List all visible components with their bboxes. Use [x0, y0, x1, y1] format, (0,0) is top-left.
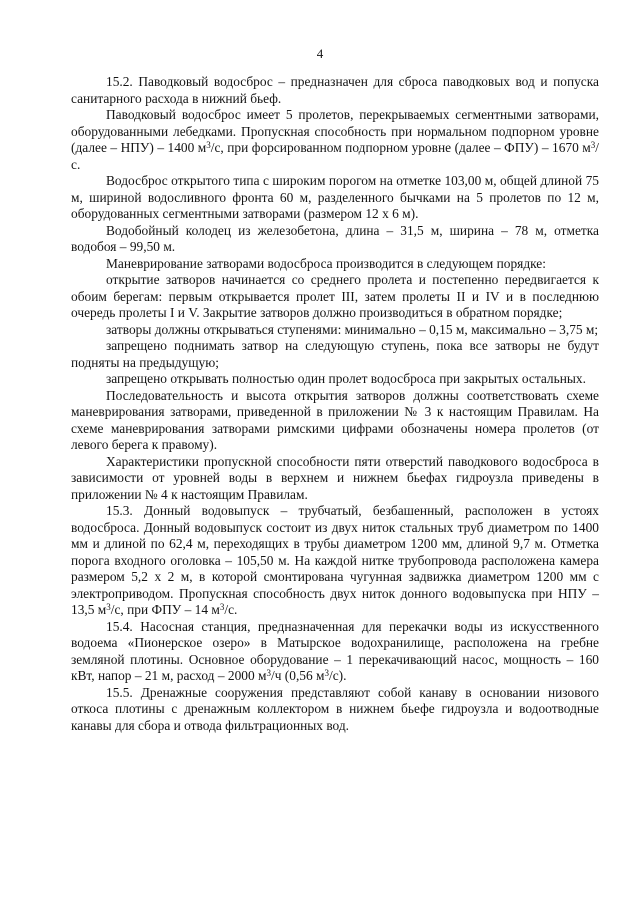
paragraph-spillway-type: Водосброс открытого типа с широким порогом на отметке 103,00 м, общей длиной 75 м, шириной водосливного фронта 60 м, разделенного бычками на 5 пролетов по 12 м, оборудованных сегментными затворами (размером 12 х 6 м). — [71, 173, 599, 221]
text-fragment: /с. — [224, 602, 238, 617]
page-number: 4 — [316, 46, 324, 61]
text-fragment: Паводковый водосброс имеет 5 пролетов, перекрываемых сегментными затворами, оборудованными лебедками. Пропускная способность при нормальном подпорном уровне (далее – НПУ) – 1400 м — [71, 107, 599, 155]
superscript: 3 — [106, 602, 111, 612]
document-body — [71, 74, 599, 734]
paragraph-15-5: 15.5. Дренажные сооружения представляют собой канаву в основании низового откоса плотины с дренажным коллектором в нижнем бьефе гидроузла и водоотводные канавы для сбора и отвода фильтрационных вод. — [71, 684, 599, 733]
text-fragment: /с). — [329, 668, 347, 683]
text-fragment: /с, при форсированном подпорном уровне (далее – ФПУ) – 1670 м — [210, 140, 591, 155]
paragraph-spillway-capacity — [71, 107, 599, 173]
paragraph-gate-operation: Маневрирование затворами водосброса производится в следующем порядке: — [106, 255, 546, 271]
paragraph-stilling-basin: Водобойный колодец из железобетона, длина – 31,5 м, ширина – 78 м, отметка водобоя – 99,50 м. — [71, 222, 599, 254]
paragraph-gate-full-open-rule: запрещено открывать полностью один пролет водосброса при закрытых остальных. — [106, 371, 586, 386]
superscript: 3 — [206, 140, 211, 150]
paragraph-gate-steps: затворы должны открываться ступенями: минимально – 0,15 м, максимально – 3,75 м; — [106, 321, 599, 337]
superscript: 3 — [590, 140, 596, 150]
paragraph-gate-opening-order: открытие затворов начинается со среднего пролета и постепенно передвигается к обоим берегам: первым открывается пролет III, затем пролеты II и IV и в последнюю очередь пролеты I и V. Закрытие затворов должно производиться в обратном порядке; — [71, 272, 599, 320]
text-fragment: /с. — [71, 140, 599, 172]
paragraph-capacity-characteristics: Характеристики пропускной способности пяти отверстий паводкового водосброса в зависимости от уровней воды в верхнем и нижнем бьефах гидроузла приведены в приложении № 4 к настоящим Правилам. — [71, 453, 599, 502]
text-fragment: /ч (0,56 м — [270, 668, 325, 683]
paragraph-gate-raise-rule: запрещено поднимать затвор на следующую ступень, пока все затворы не будут подняты на предыдущую; — [71, 338, 599, 370]
superscript: 3 — [219, 602, 225, 612]
paragraph-15-3 — [71, 503, 599, 619]
paragraph-gate-scheme: Последовательность и высота открытия затворов должны соответствовать схеме маневрирования затворами, приведенной в приложении № 3 к настоящим Правилам. На схеме маневрирования затворами римскими цифрами обозначены номера пролетов (от левого берега к правому). — [71, 387, 599, 452]
superscript: 3 — [324, 668, 330, 678]
text-fragment: 15.3. Донный водовыпуск – трубчатый, безбашенный, расположен в устоях водосброса. Донный водовыпуск состоит из двух ниток стальных труб диаметром по 1400 мм и длиной по 62,4 м, переходящих в трубы диаметром 1200 мм, длиной 9,7 м. Отметка порога входного оголовка – 105,50 м. На каждой нитке трубопровода расположена камера размером 5,2 х 2 м, в которой смонтирована чугунная задвижка диаметром 1200 мм с электроприводом. Пропускная способность двух ниток донного водовыпуска при НПУ – 13,5 м — [71, 503, 599, 617]
paragraph-15-2: 15.2. Паводковый водосброс – предназначен для сброса паводковых вод и попуска санитарного расхода в нижний бьеф. — [71, 74, 599, 106]
text-fragment: /с, при ФПУ – 14 м — [110, 602, 220, 617]
paragraph-15-4 — [71, 619, 599, 685]
text-fragment: 15.4. Насосная станция, предназначенная для перекачки воды из искусственного водоема «Пионерское озеро» в Матырское водохранилище, расположена на гребне земляной плотины. Основное оборудование – 1 перекачивающий насос, мощность – 160 кВт, напор – 21 м, расход – 2000 м — [71, 618, 599, 683]
superscript: 3 — [266, 668, 271, 678]
